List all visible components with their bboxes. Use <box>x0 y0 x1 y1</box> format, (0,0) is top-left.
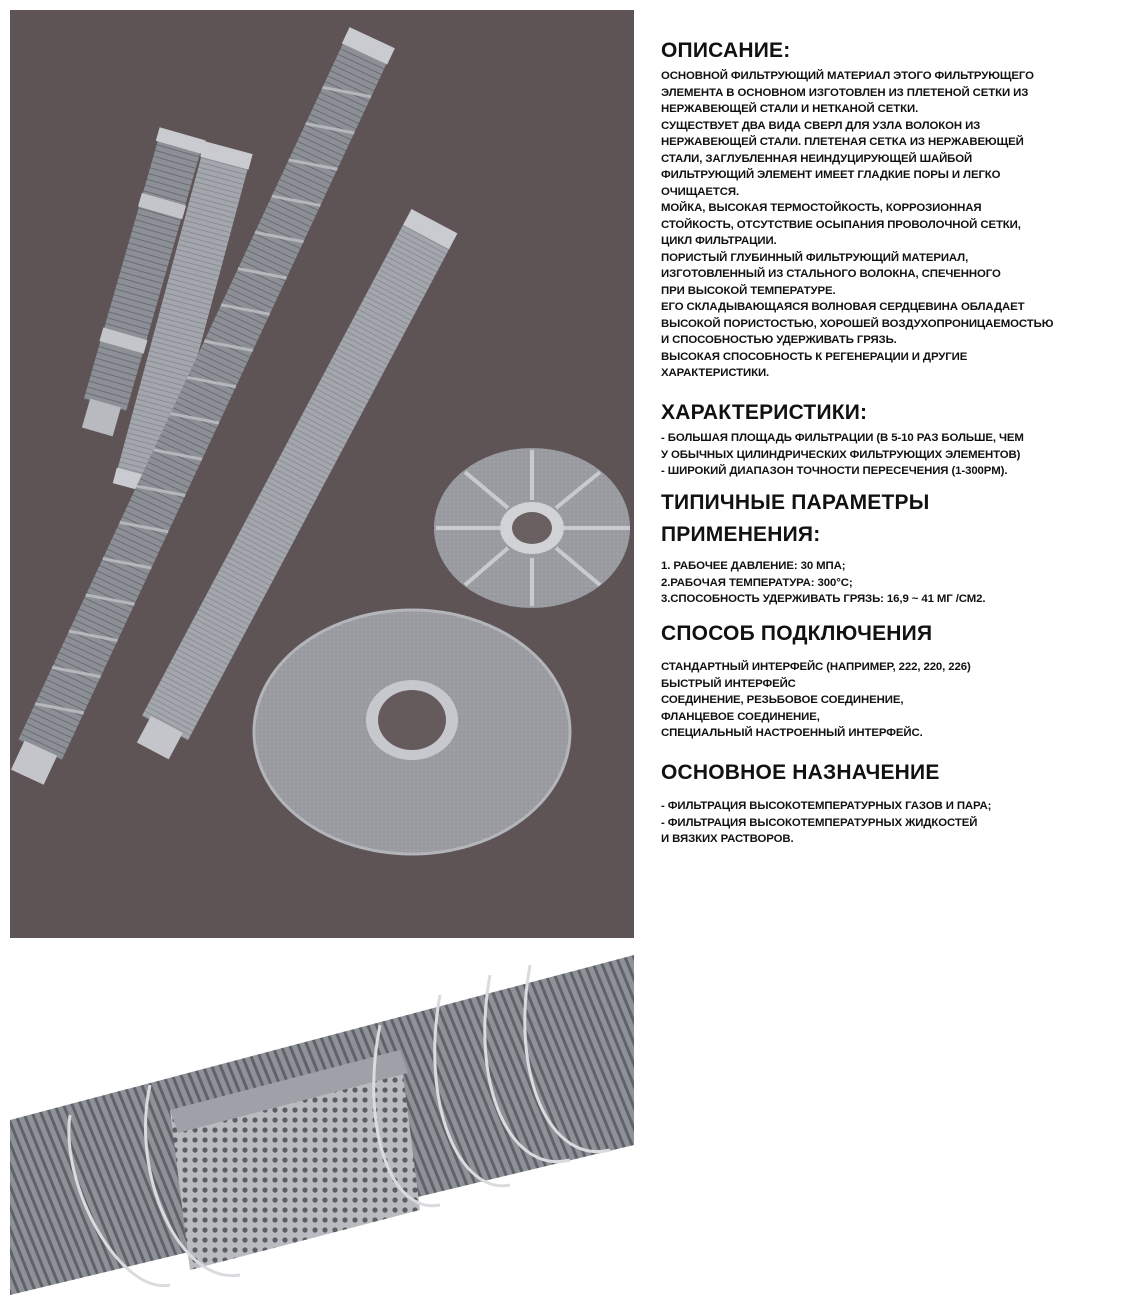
purpose-body <box>661 798 991 848</box>
description-body <box>661 68 1053 382</box>
parameters-line: 1. РАБОЧЕЕ ДАВЛЕНИЕ: 30 МПА; <box>661 560 846 572</box>
purpose-line: - ФИЛЬТРАЦИЯ ВЫСОКОТЕМПЕРАТУРНЫХ ГАЗОВ И ПАРА; <box>661 800 992 812</box>
parameters-line: 3.СПОСОБНОСТЬ УДЕРЖИВАТЬ ГРЯЗЬ: 16,9 ~ 41 МГ /СМ2. <box>661 593 986 605</box>
description-line: ВЫСОКАЯ СПОСОБНОСТЬ К РЕГЕНЕРАЦИИ И ДРУГИЕ <box>661 350 968 363</box>
connection-line: СОЕДИНЕНИЕ, РЕЗЬБОВОЕ СОЕДИНЕНИЕ, <box>661 694 904 706</box>
description-line: ОСНОВНОЙ ФИЛЬТРУЮЩИЙ МАТЕРИАЛ ЭТОГО ФИЛЬТРУЮЩЕГО <box>661 70 1034 82</box>
connection-line: СТАНДАРТНЫЙ ИНТЕРФЕЙС (НАПРИМЕР, 222, 220, 226) <box>661 661 971 673</box>
description-line: ФИЛЬТРУЮЩИЙ ЭЛЕМЕНТ ИМЕЕТ ГЛАДКИЕ ПОРЫ И ЛЕГКО <box>661 169 1001 181</box>
characteristics-line: У ОБЫЧНЫХ ЦИЛИНДРИЧЕСКИХ ФИЛЬТРУЮЩИХ ЭЛЕМЕНТОВ) <box>661 448 1021 461</box>
parameters-section <box>661 490 985 608</box>
description-line: НЕРЖАВЕЮЩЕЙ СТАЛИ И НЕТКАНОЙ СЕТКИ. <box>661 103 919 115</box>
characteristics-title: ХАРАКТЕРИСТИКИ: <box>661 401 868 424</box>
description-line: ЕГО СКЛАДЫВАЮЩАЯСЯ ВОЛНОВАЯ СЕРДЦЕВИНА ОБЛАДАЕТ <box>661 301 1025 313</box>
description-line: ЦИКЛ ФИЛЬТРАЦИИ. <box>661 235 777 247</box>
description-line: ПОРИСТЫЙ ГЛУБИННЫЙ ФИЛЬТРУЮЩИЙ МАТЕРИАЛ, <box>661 251 969 264</box>
description-line: НЕРЖАВЕЮЩЕЙ СТАЛИ. ПЛЕТЕНАЯ СЕТКА ИЗ НЕРЖАВЕЮЩЕЙ <box>661 136 1024 148</box>
connection-line: ФЛАНЦЕВОЕ СОЕДИНЕНИЕ, <box>661 710 820 723</box>
product-photo <box>10 10 634 938</box>
connection-body <box>661 659 971 742</box>
description-line: СУЩЕСТВУЕТ ДВА ВИДА СВЕРЛ ДЛЯ УЗЛА ВОЛОКОН ИЗ <box>661 119 981 132</box>
purpose-title: ОСНОВНОЕ НАЗНАЧЕНИЕ <box>661 761 940 784</box>
description-line: ПРИ ВЫСОКОЙ ТЕМПЕРАТУРЕ. <box>661 284 836 297</box>
description-line: ИЗГОТОВЛЕННЫЙ ИЗ СТАЛЬНОГО ВОЛОКНА, СПЕЧЕННОГО <box>661 268 1001 280</box>
description-line: СТОЙКОСТЬ, ОТСУТСТВИЕ ОСЫПАНИЯ ПРОВОЛОЧНОЙ СЕТКИ, <box>661 218 1021 231</box>
ring-disc <box>254 610 570 854</box>
purpose-line: - ФИЛЬТРАЦИЯ ВЫСОКОТЕМПЕРАТУРНЫХ ЖИДКОСТЕЙ <box>661 816 978 829</box>
connection-line: БЫСТРЫЙ ИНТЕРФЕЙС <box>661 677 796 690</box>
cutaway-photo <box>10 955 634 1295</box>
description-line: ХАРАКТЕРИСТИКИ. <box>661 367 770 379</box>
description-title: ОПИСАНИЕ: <box>661 39 791 62</box>
characteristics-line: - БОЛЬШАЯ ПЛОЩАДЬ ФИЛЬТРАЦИИ (В 5-10 РАЗ БОЛЬШЕ, ЧЕМ <box>661 432 1024 444</box>
star-disc <box>434 448 630 608</box>
characteristics-line: - ШИРОКИЙ ДИАПАЗОН ТОЧНОСТИ ПЕРЕСЕЧЕНИЯ (1-300PM). <box>661 465 1008 477</box>
parameters-body <box>661 558 985 608</box>
description-line: ОЧИЩАЕТСЯ. <box>661 185 740 198</box>
parameters-title-line2: ПРИМЕНЕНИЯ: <box>661 523 821 546</box>
description-line: ЭЛЕМЕНТА В ОСНОВНОМ ИЗГОТОВЛЕН ИЗ ПЛЕТЕНОЙ СЕТКИ ИЗ <box>661 86 1029 99</box>
description-line: ВЫСОКОЙ ПОРИСТОСТЬЮ, ХОРОШЕЙ ВОЗДУХОПРОНИЦАЕМОСТЬЮ <box>661 317 1054 330</box>
characteristics-body <box>661 430 1024 480</box>
cutaway-illustration <box>10 955 634 1295</box>
connection-line: СПЕЦИАЛЬНЫЙ НАСТРОЕННЫЙ ИНТЕРФЕЙС. <box>661 727 923 739</box>
parameters-title-line1: ТИПИЧНЫЕ ПАРАМЕТРЫ <box>661 491 930 514</box>
purpose-line: И ВЯЗКИХ РАСТВОРОВ. <box>661 833 794 845</box>
connection-title: СПОСОБ ПОДКЛЮЧЕНИЯ <box>661 622 933 645</box>
connection-section <box>661 621 971 742</box>
description-line: И СПОСОБНОСТЬЮ УДЕРЖИВАТЬ ГРЯЗЬ. <box>661 334 897 346</box>
description-section <box>661 38 1053 382</box>
description-line: СТАЛИ, ЗАГЛУБЛЕННАЯ НЕИНДУЦИРУЮЩЕЙ ШАЙБОЙ <box>661 152 973 165</box>
description-line: МОЙКА, ВЫСОКАЯ ТЕРМОСТОЙКОСТЬ, КОРРОЗИОННАЯ <box>661 202 982 214</box>
parameters-line: 2.РАБОЧАЯ ТЕМПЕРАТУРА: 300°С; <box>661 576 853 589</box>
characteristics-section <box>661 400 1024 480</box>
purpose-section <box>661 760 991 848</box>
filter-elements-illustration <box>10 10 634 938</box>
